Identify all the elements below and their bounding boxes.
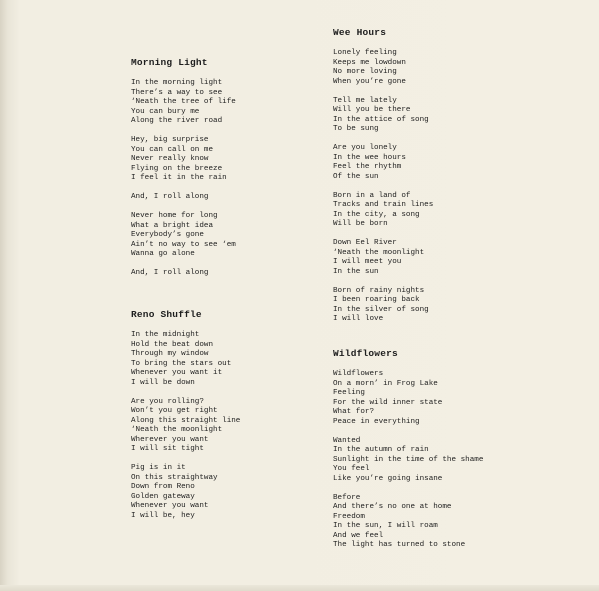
lyric-line: Along the river road (131, 117, 223, 125)
song-title: Wildflowers (333, 348, 398, 359)
stanza (131, 398, 240, 455)
lyric-line: Before (333, 493, 361, 502)
lyric-line: And, I roll along (131, 269, 209, 277)
lyric-line: Pig is in it (131, 464, 186, 472)
stanza (131, 212, 236, 260)
page-edge (0, 585, 599, 591)
lyric-line: Are you rolling? (131, 397, 204, 406)
lyric-line: Like you’re going insane (333, 474, 443, 483)
lyric-line: And there’s no one at home (333, 503, 452, 511)
lyric-line: Tracks and train lines (333, 201, 434, 209)
lyric-line: Are you lonely (333, 144, 397, 152)
lyric-line: I will be, hey (131, 511, 195, 520)
lyric-line: And we feel (333, 531, 384, 540)
lyric-line: In the attice of song (333, 115, 429, 124)
stanza (333, 49, 433, 87)
stanza (131, 269, 236, 279)
stanza (333, 144, 433, 182)
lyric-line: I been roaring back (333, 296, 420, 304)
lyric-line: In the sun, I will roam (333, 522, 438, 530)
stanza (333, 494, 483, 551)
lyric-line: To bring the stars out (131, 359, 232, 368)
lyric-line: Lonely feeling (333, 49, 397, 57)
song-wee-hours (333, 27, 433, 334)
stanza (131, 193, 236, 203)
lyric-line: In the morning light (131, 79, 223, 87)
lyric-line: Never home for long (131, 212, 218, 220)
lyric-line: You feel (333, 465, 370, 473)
lyric-line: ‘Neath the tree of life (131, 98, 236, 106)
lyric-line: Hold the beat down (131, 340, 214, 349)
lyric-line: You can call on me (131, 145, 214, 154)
stanza (131, 464, 240, 521)
lyric-line: I will meet you (333, 258, 402, 266)
stanza (131, 79, 236, 127)
song-morning-light (131, 57, 236, 288)
song-wildflowers (333, 348, 483, 560)
lyric-line: I will love (333, 315, 384, 323)
lyric-line: Ain’t no way to see ‘em (131, 240, 236, 249)
lyric-line: Feeling (333, 389, 365, 397)
lyric-line: Through my window (131, 350, 209, 358)
lyric-line: Won’t you get right (131, 407, 218, 415)
lyric-line: Everybody’s gone (131, 231, 204, 239)
lyric-line: No more loving (333, 68, 397, 76)
lyric-line: What for? (333, 408, 375, 416)
lyric-line: Of the sun (333, 172, 379, 181)
lyric-line: In the city, a song (333, 210, 420, 219)
lyric-line: Keeps me lowdown (333, 58, 406, 67)
lyric-line: Along this straight line (131, 416, 241, 425)
lyric-line: In the autumn of rain (333, 446, 429, 454)
lyric-line: Born of rainy nights (333, 286, 425, 295)
lyric-line: There’s a way to see (131, 88, 223, 97)
lyric-line: In the wee hours (333, 153, 406, 162)
lyric-line: Will be born (333, 220, 388, 228)
stanza (333, 192, 433, 230)
lyric-line: Flying on the breeze (131, 164, 223, 173)
song-title: Wee Hours (333, 27, 387, 38)
lyric-line: Feel the rhythm (333, 163, 402, 171)
lyric-line: Whenever you want (131, 502, 209, 510)
lyric-line: I will sit tight (131, 445, 204, 453)
stanza (333, 239, 433, 277)
lyric-line: You can bury me (131, 107, 200, 116)
lyric-line: For the wild inner state (333, 398, 443, 407)
lyric-line: Wherever you want (131, 435, 209, 444)
lyric-line: When you’re gone (333, 77, 406, 86)
lyric-line: On a morn’ in Frog Lake (333, 379, 438, 388)
lyric-line: On this straightway (131, 473, 218, 482)
song-reno-shuffle (131, 309, 240, 531)
lyric-line: Tell me lately (333, 96, 397, 105)
lyric-line: Never really know (131, 155, 209, 163)
lyric-line: To be sung (333, 125, 379, 133)
lyric-line: In the midnight (131, 331, 200, 339)
lyric-line: ‘Neath the moonlight (333, 248, 425, 257)
lyric-line: Wanted (333, 436, 361, 445)
lyric-line: ‘Neath the moonlight (131, 426, 223, 434)
lyric-line: I feel it in the rain (131, 174, 227, 182)
song-title: Morning Light (131, 57, 208, 68)
lyric-line: Wanna go alone (131, 250, 195, 258)
song-title: Reno Shuffle (131, 309, 202, 320)
lyric-line: Whenever you want it (131, 369, 223, 377)
lyric-line: Hey, big surprise (131, 136, 209, 144)
lyric-line: Down Eel River (333, 239, 397, 247)
stanza (333, 370, 483, 427)
stanza (333, 97, 433, 135)
lyric-line: What a bright idea (131, 221, 214, 230)
stanza (131, 331, 240, 388)
lyric-line: Born in a land of (333, 191, 411, 200)
lyric-line: In the silver of song (333, 305, 429, 314)
lyric-line: Down from Reno (131, 483, 195, 491)
lyric-line: Wildflowers (333, 370, 384, 378)
lyric-line: Peace in everything (333, 417, 420, 426)
lyric-line: Freedom (333, 512, 365, 521)
stanza (333, 437, 483, 485)
lyric-line: Sunlight in the time of the shame (333, 455, 484, 464)
lyric-line: The light has turned to stone (333, 541, 466, 549)
lyric-line: In the sun (333, 267, 379, 276)
lyric-line: Will you be there (333, 106, 411, 114)
lyric-line: Golden gateway (131, 492, 195, 501)
stanza (333, 287, 433, 325)
lyric-line: I will be down (131, 378, 195, 387)
lyric-line: And, I roll along (131, 193, 209, 201)
stanza (131, 136, 236, 184)
